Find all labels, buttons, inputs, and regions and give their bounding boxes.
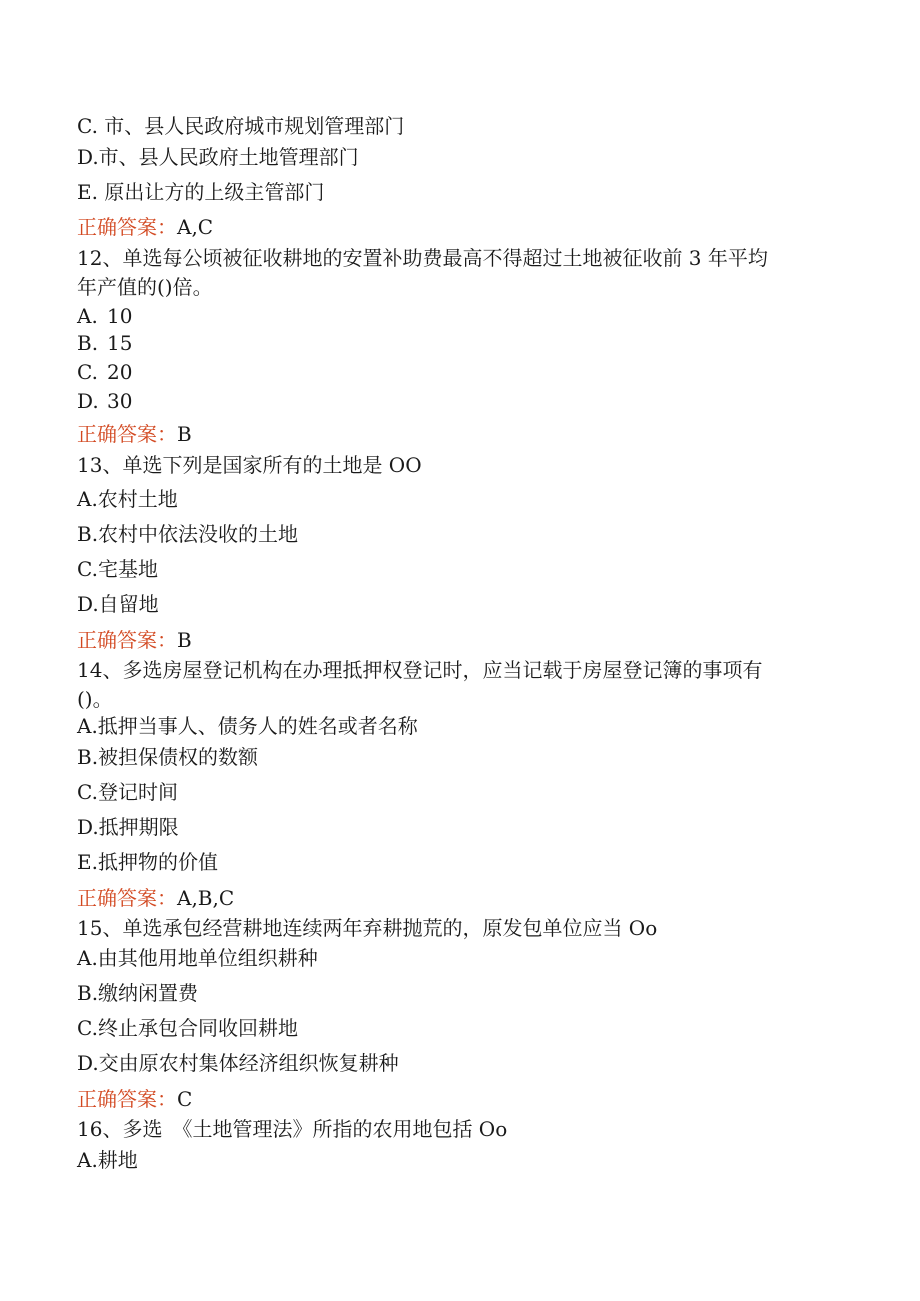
option-letter: A.: [77, 304, 98, 328]
q13-option-b: B.农村中依法没收的土地: [77, 522, 299, 546]
question-12-stem-cont: 年产值的()倍。: [77, 275, 213, 299]
q15-option-d: D.交由原农村集体经济组织恢复耕种: [77, 1051, 399, 1075]
answer-label: 正确答案：: [77, 886, 177, 910]
q14-option-e: E.抵押物的价值: [77, 850, 218, 874]
q12-option-c: [77, 358, 132, 386]
question-13-stem: 13、单选下列是国家所有的土地是 OO: [77, 453, 422, 477]
question-14-stem-cont: ()。: [77, 687, 113, 711]
q13-answer-line: [77, 626, 192, 654]
q14-option-a: A.抵押当事人、债务人的姓名或者名称: [77, 714, 418, 738]
answer-label: 正确答案：: [77, 422, 177, 446]
q13-option-c: C.宅基地: [77, 557, 158, 581]
answer-value: B: [177, 422, 192, 446]
q14-answer-line: [77, 884, 234, 912]
q13-option-a: A.农村土地: [77, 487, 178, 511]
answer-label: 正确答案：: [77, 628, 177, 652]
question-14-stem: 14、多选房屋登记机构在办理抵押权登记时，应当记载于房屋登记簿的事项有: [77, 658, 763, 682]
q14-option-c: C.登记时间: [77, 780, 178, 804]
answer-value: B: [177, 628, 192, 652]
q12-option-d: [77, 387, 132, 415]
option-c: C. 市、县人民政府城市规划管理部门: [77, 114, 405, 138]
q14-option-b: B.被担保债权的数额: [77, 745, 259, 769]
q13-option-d: D.自留地: [77, 592, 159, 616]
answer-line: [77, 213, 213, 241]
q14-option-d: D.抵押期限: [77, 815, 179, 839]
option-letter: C.: [77, 360, 98, 384]
option-text: 15: [107, 331, 133, 355]
question-15-stem: 15、单选承包经营耕地连续两年弃耕抛荒的，原发包单位应当 Oo: [77, 916, 658, 940]
option-d: D.市、县人民政府土地管理部门: [77, 145, 359, 169]
answer-value: C: [177, 1087, 193, 1111]
option-text: 20: [107, 360, 133, 384]
question-16-stem: 16、多选 《土地管理法》所指的农用地包括 Oo: [77, 1117, 508, 1141]
option-letter: D.: [77, 389, 99, 413]
answer-label: 正确答案：: [77, 1087, 177, 1111]
option-letter: B.: [77, 331, 99, 355]
answer-value: A,B,C: [177, 886, 235, 910]
q15-option-b: B.缴纳闲置费: [77, 981, 199, 1005]
q12-option-a: [77, 302, 132, 330]
option-text: 10: [107, 304, 133, 328]
q15-option-c: C.终止承包合同收回耕地: [77, 1016, 298, 1040]
answer-value: A,C: [177, 215, 214, 239]
option-e: E. 原出让方的上级主管部门: [77, 180, 325, 204]
option-text: 30: [107, 389, 133, 413]
answer-label: 正确答案：: [77, 215, 177, 239]
q16-option-a: A.耕地: [77, 1148, 138, 1172]
q15-option-a: A.由其他用地单位组织耕种: [77, 946, 318, 970]
q12-option-b: [77, 329, 132, 357]
question-12-stem: 12、单选每公顷被征收耕地的安置补助费最高不得超过土地被征收前 3 年平均: [77, 246, 768, 270]
q15-answer-line: [77, 1085, 192, 1113]
q12-answer-line: [77, 420, 192, 448]
